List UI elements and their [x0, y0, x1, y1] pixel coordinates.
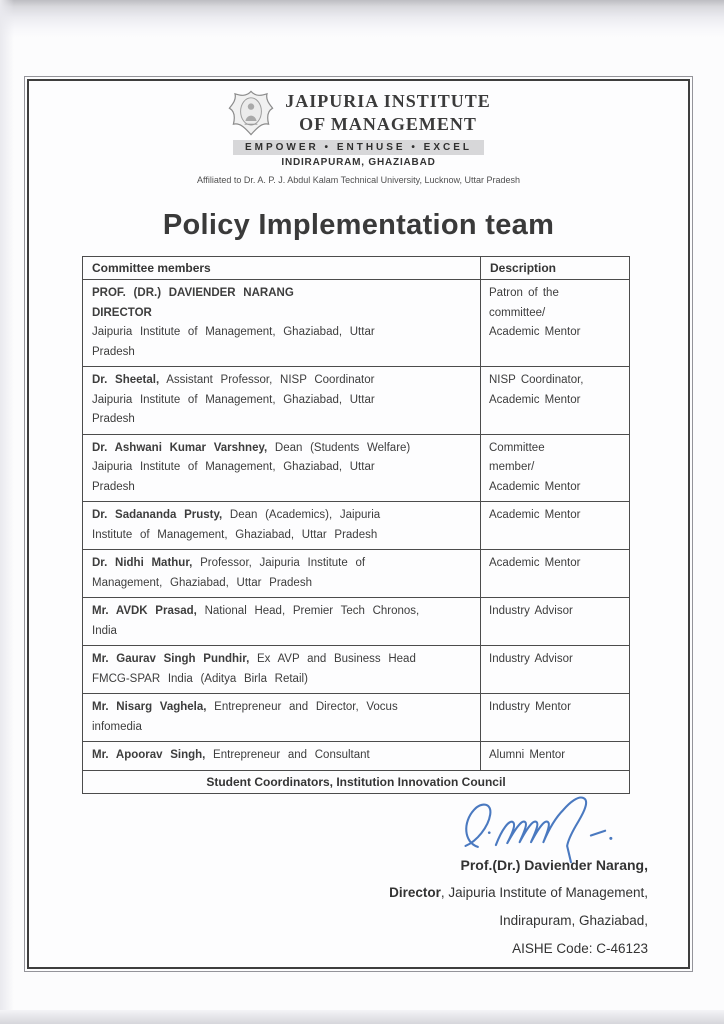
institute-city: INDIRAPURAM, GHAZIABAD — [281, 157, 436, 168]
scan-edge-left — [0, 0, 14, 1024]
table-row — [83, 598, 630, 646]
table-row — [83, 742, 630, 771]
description-cell: Alumni Mentor — [481, 742, 630, 771]
scan-edge-top — [0, 0, 724, 38]
signatory-role-rest: , Jaipuria Institute of Management, — [440, 884, 648, 900]
member-cell: Dr. Nidhi Mathur, Professor, Jaipuria Institute of Management, Ghaziabad, Uttar Pradesh — [83, 550, 481, 598]
column-header-members: Committee members — [83, 257, 481, 280]
member-cell: Mr. Gaurav Singh Pundhir, Ex AVP and Business Head FMCG-SPAR India (Aditya Birla Retail) — [83, 646, 481, 694]
column-header-description: Description — [481, 257, 630, 280]
member-cell: Mr. AVDK Prasad, National Head, Premier Tech Chronos, India — [83, 598, 481, 646]
logo-row — [29, 89, 688, 137]
page-title: Policy Implementation team — [162, 209, 555, 241]
table-row — [83, 280, 630, 367]
table-row — [83, 694, 630, 742]
signatory-role — [29, 879, 648, 907]
signature-block — [29, 794, 688, 963]
member-cell: PROF. (DR.) DAVIENDER NARANG DIRECTOR Jaipuria Institute of Management, Ghaziabad, Uttar Pradesh — [83, 280, 481, 367]
signatory-location: Indirapuram, Ghaziabad, — [499, 912, 648, 928]
table-row — [83, 646, 630, 694]
institute-name-line2: OF MANAGEMENT — [299, 114, 477, 134]
aishe-code: AISHE Code: C-46123 — [512, 940, 648, 956]
motto-strip: EMPOWER • ENTHUSE • EXCEL — [233, 140, 484, 155]
committee-table — [82, 256, 630, 794]
affiliation-line: Affiliated to Dr. A. P. J. Abdul Kalam Technical University, Lucknow, Uttar Pradesh — [197, 175, 520, 185]
description-cell: NISP Coordinator, Academic Mentor — [481, 367, 630, 435]
table-row — [83, 367, 630, 435]
member-cell: Dr. Sheetal, Assistant Professor, NISP Coordinator Jaipuria Institute of Management, Ghaziabad, Uttar Pradesh — [83, 367, 481, 435]
member-cell: Dr. Ashwani Kumar Varshney, Dean (Students Welfare) Jaipuria Institute of Management, Ghaziabad, Uttar Pradesh — [83, 434, 481, 502]
institute-name — [285, 90, 491, 137]
description-cell: Patron of the committee/ Academic Mentor — [481, 280, 630, 367]
committee-table-body — [83, 280, 630, 771]
table-header-row — [83, 257, 630, 280]
signatory-name: Prof.(Dr.) Daviender Narang, — [460, 856, 648, 873]
table-row — [83, 550, 630, 598]
description-cell: Academic Mentor — [481, 502, 630, 550]
description-cell: Committee member/ Academic Mentor — [481, 434, 630, 502]
student-coordinators-note: Student Coordinators, Institution Innovation Council — [83, 770, 630, 793]
member-cell: Dr. Sadananda Prusty, Dean (Academics), Jaipuria Institute of Management, Ghaziabad, Uttar Pradesh — [83, 502, 481, 550]
document-border-frame — [27, 79, 690, 969]
scan-edge-bottom — [0, 1010, 724, 1024]
institute-name-line1: JAIPURIA INSTITUTE — [285, 90, 491, 111]
member-cell: Mr. Apoorav Singh, Entrepreneur and Consultant — [83, 742, 481, 771]
signatory-role-title: Director — [389, 884, 441, 900]
member-cell: Mr. Nisarg Vaghela, Entrepreneur and Director, Vocus infomedia — [83, 694, 481, 742]
table-row — [83, 502, 630, 550]
letterhead — [29, 81, 688, 185]
institute-crest-icon — [226, 89, 276, 137]
description-cell: Industry Advisor — [481, 646, 630, 694]
description-cell: Industry Advisor — [481, 598, 630, 646]
table-row — [83, 434, 630, 502]
description-cell: Industry Mentor — [481, 694, 630, 742]
description-cell: Academic Mentor — [481, 550, 630, 598]
